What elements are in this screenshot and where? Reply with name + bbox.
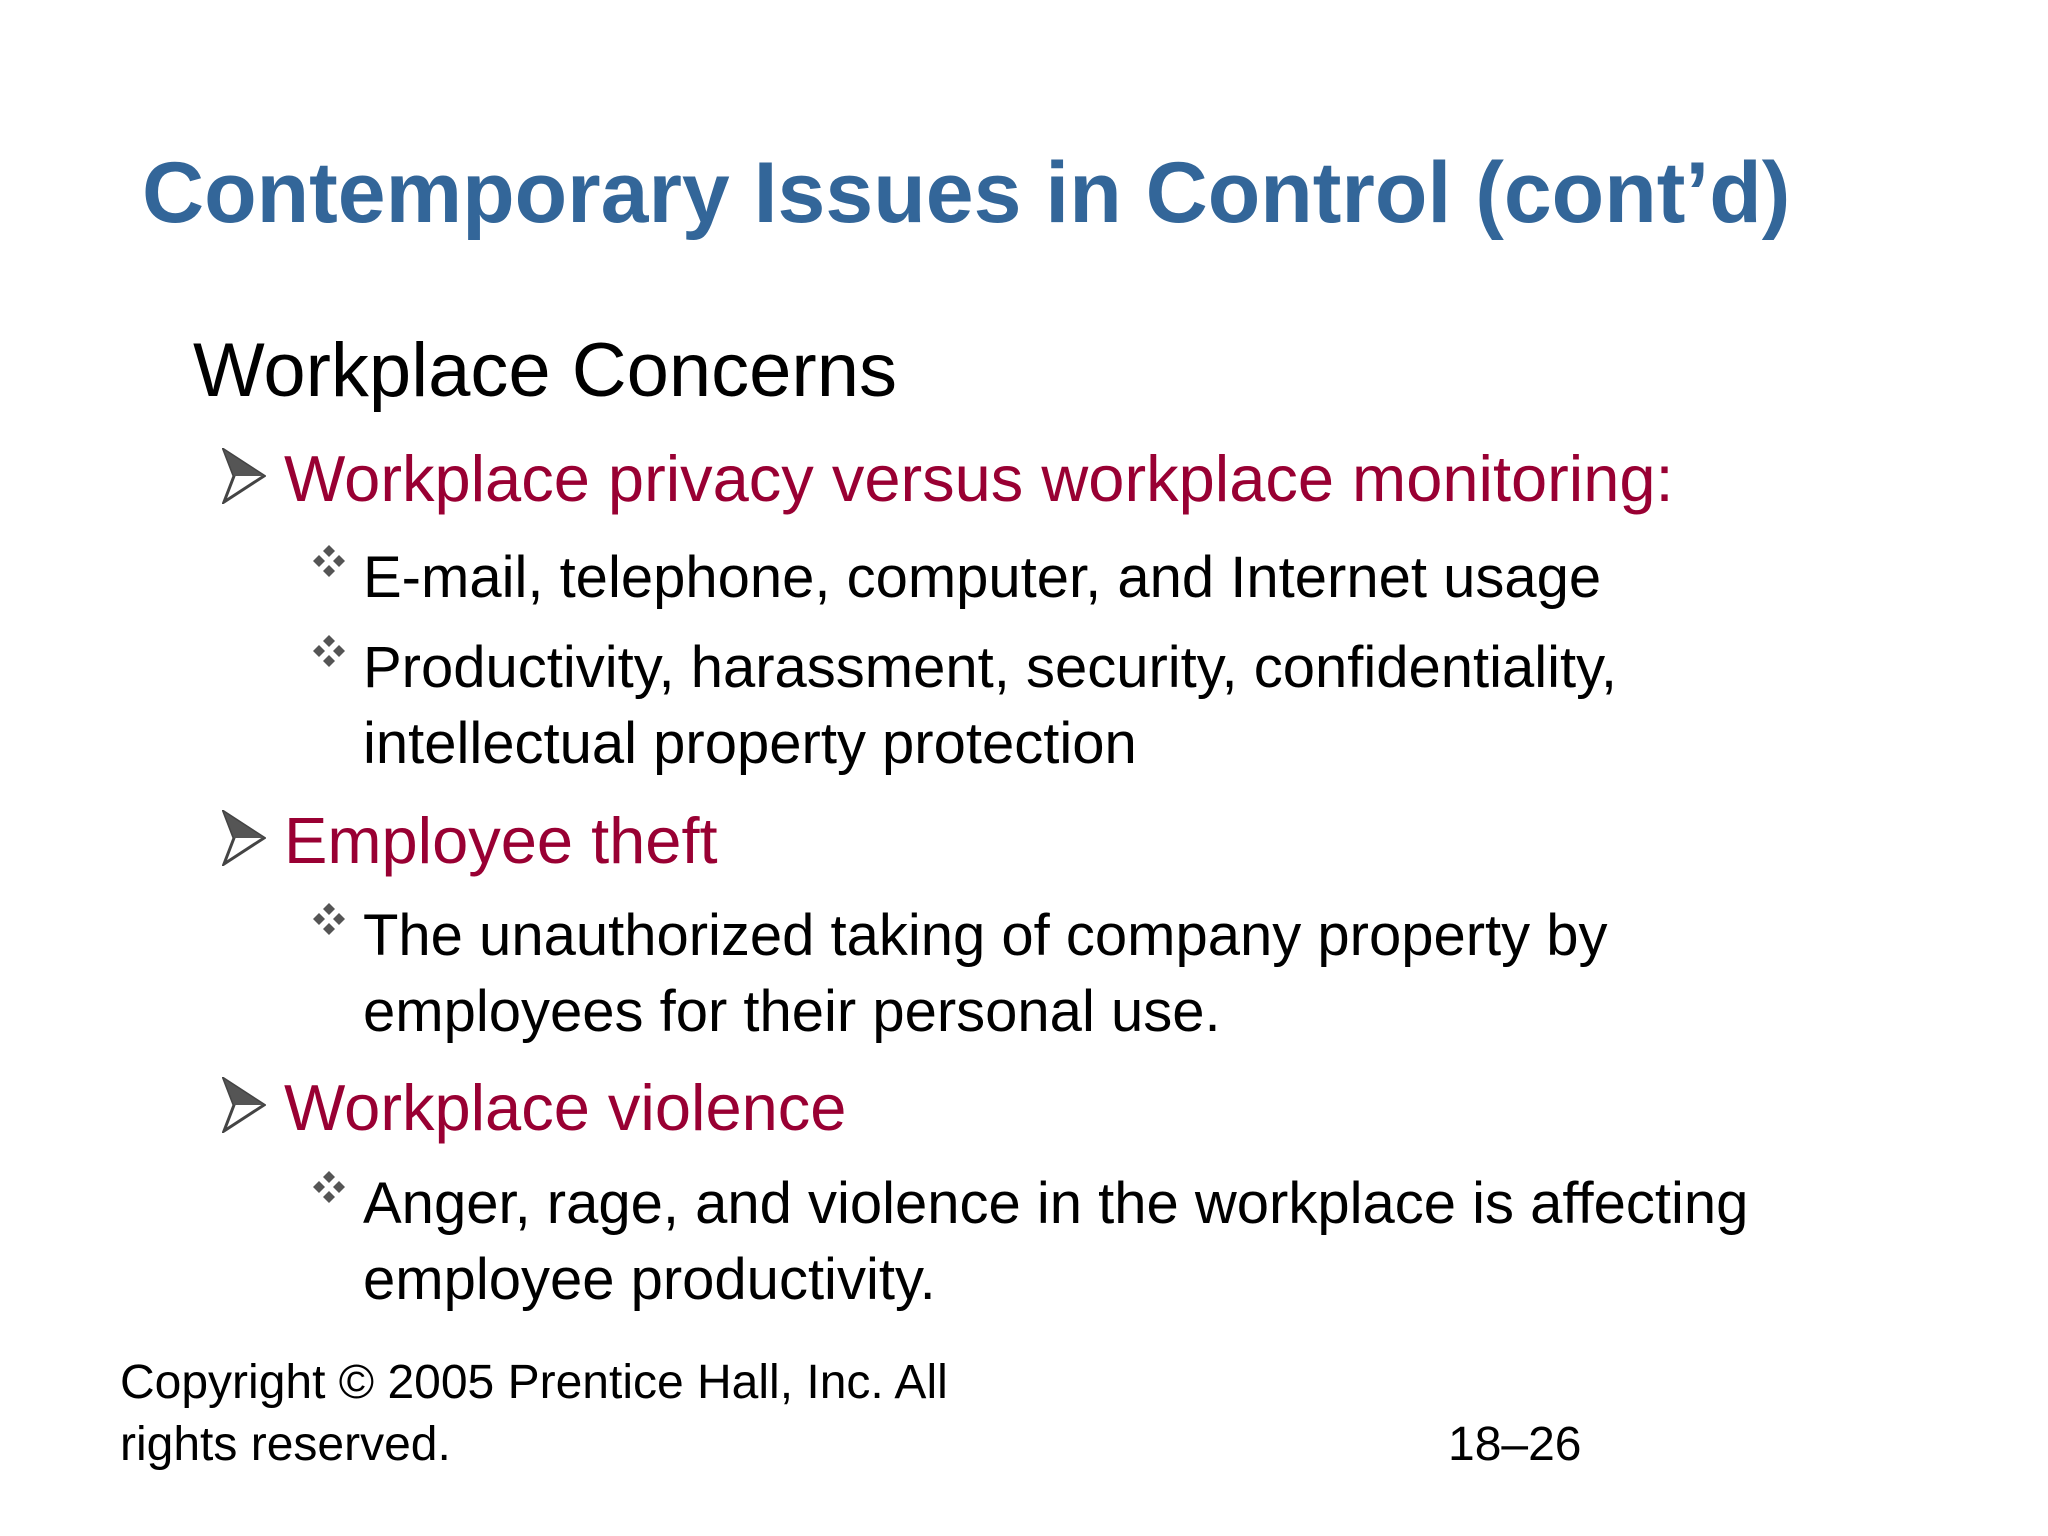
topic-label: Workplace violence	[284, 1071, 847, 1144]
arrowhead-icon	[222, 810, 266, 866]
detail-text: Anger, rage, and violence in the workplace is affecting employee productivity.	[363, 1171, 1749, 1312]
detail-text: Productivity, harassment, security, confidentiality, intellectual property protection	[363, 635, 1617, 776]
four-diamond-icon	[312, 544, 346, 578]
four-diamond-icon	[312, 1170, 346, 1204]
arrowhead-icon	[222, 1077, 266, 1133]
arrowhead-icon	[222, 448, 266, 504]
detail-text: E-mail, telephone, computer, and Internet usage	[363, 545, 1602, 610]
four-diamond-icon	[312, 634, 346, 668]
four-diamond-icon	[312, 902, 346, 936]
section-heading: Workplace Concerns	[193, 328, 898, 413]
topic-label: Workplace privacy versus workplace monitoring:	[284, 442, 1674, 515]
slide-title: Contemporary Issues in Control (cont’d)	[142, 145, 1791, 241]
page-number: 18–26	[1448, 1418, 1582, 1471]
detail-text: The unauthorized taking of company property by employees for their personal use.	[363, 903, 1608, 1044]
topic-label: Employee theft	[284, 804, 718, 877]
copyright-notice: Copyright © 2005 Prentice Hall, Inc. All rights reserved.	[120, 1356, 948, 1471]
